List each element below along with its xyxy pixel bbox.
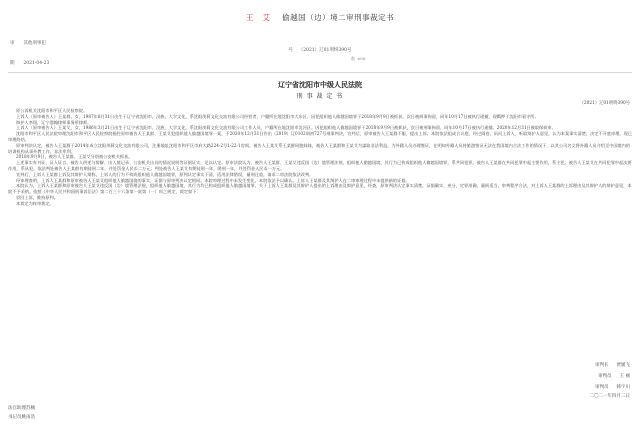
header-divider <box>8 72 632 73</box>
judgment-body <box>8 108 632 207</box>
paragraph-review: 经审理查明，上诉人王某群和原审被告人王某艾组织他人偷越国境的事实，证据与原审判决认定相同。本院审理过程中未发生变化，本院依法予以确认。上诉人王某群及其辩护人在二审审理过程中未提供新的证据。 <box>16 177 410 183</box>
judge1-name: 王 丽 <box>619 374 630 379</box>
meta-pages-value: 608 <box>357 56 366 61</box>
meta-case-value: （2021）辽01刑终390号 <box>298 48 352 53</box>
paragraph-defender: 辩护人李翔，辽宁渤翰律师事务所律师。 <box>16 119 92 125</box>
document-type: 刑 事 裁 定 书 <box>296 93 344 100</box>
name-b: 艾 <box>262 13 271 22</box>
judge1-label: 审判员 <box>598 374 612 379</box>
name-a: 王 <box>245 13 254 22</box>
title-rest: 偷越国（边）境二审刑事裁定书 <box>282 13 395 22</box>
presiding-label: 审判长 <box>595 363 609 368</box>
meta-date-value: 2021-04-23 <box>23 61 50 66</box>
judge2-name: 韩宇川 <box>616 385 630 390</box>
court-clerk: 书记员姚雨浩 <box>8 415 35 420</box>
meta-court-label: 审 <box>10 41 15 46</box>
presiding-name: 贾媛飞 <box>616 363 630 368</box>
clerks-block <box>8 404 35 422</box>
court-name: 辽宁省沈阳市中级人民法院 <box>278 80 362 89</box>
paragraph-arrest: 2018年9月9日，被告人王某群、王某艾分别被公安机关抓获。 <box>16 154 133 160</box>
judgment-date: 二〇二一年四月二日 <box>589 394 630 399</box>
presiding-judge <box>587 360 630 371</box>
judge2-label: 审判员 <box>595 385 609 390</box>
judge-1 <box>587 371 630 382</box>
paragraph-appellant-2: 上诉人（原审被告人）王某艾，女，1986年3月21日出生于辽宁省沈阳市，汉族，大学文化，系沈阳茂莉文化交流有限公司工作人员，户籍所在地沈阳市沈河区。因犯组织他人偷越国境罪于2018年9月9日被抓获，次日被刑事拘留，同年10月17日被执行逮捕。2020年12月31日被取保候审。 <box>16 125 556 131</box>
paragraph-procedure: 沈阳市和平区人民法院审理沈阳市和平区人民检察院指控原审被告人王某群、王某艾犯组织他人偷越国境罪一案，于2020年12月31日作出（2019）辽0102刑初727号刑事判决，宣判后，原审被告人王某群不服，提出上诉。本院依法组成合议庭，经过阅卷，讯问上诉人，听取辩护人意见，认为本案事实清楚，决定不开庭审理。现已审理终结。 <box>8 131 632 142</box>
meta-date <box>10 60 49 66</box>
meta-case <box>0 47 640 53</box>
meta-pages <box>351 56 365 62</box>
meta-court <box>10 40 46 46</box>
paragraph-appellant-1: 上诉人（原审被告人）王某群，女，1987年8月31日出生于辽宁省沈阳市，汉族，大学文化，系沈阳茂莉文化交流有限公司经营者，户籍所在地沈阳市大东区。因犯组织他人偷越国境罪于2018年9月9日被抓获，次日被刑事拘留，同年10月17日被执行逮捕，现羁押于沈阳市看守所。 <box>16 113 539 119</box>
paragraph-appeal: 宣判后，上诉人王某群上诉及其辩护人辩称，上诉人的行为不构成组织他人偷越国境罪，原判认定事实不清，适用法律错误，量刑过重，请求二审法院依法改判。 <box>16 171 314 177</box>
paragraph-reasoning: 本院认为，上诉人王某群和原审被告人王某艾违反国（边）境管理法规，组织他人偷越国境，其行为均已构成组织他人偷越国境罪。关于上诉人王某群及其辩护人提出的上诉理由及辩护意见，经查，原审判决认定事实清楚，证据确实、充分，定罪准确，量刑适当，审判程序合法，对上诉人王某群的上诉理由及其辩护人的辩护意见，本院不予采纳。依照《中华人民共和国刑事诉讼法》第二百三十六条第一款第（一）项之规定，裁定如下： <box>8 183 632 195</box>
judge-2 <box>587 382 630 393</box>
judges-block <box>587 360 630 393</box>
meta-case-label: 号 <box>288 48 293 53</box>
paragraph-facts: 原审判决认定，被告人王某群于2014年成立沈阳茂莉文化交流有限公司，注册地址沈阳市和平区市府大路224-2号1-22-1房间。被告人王某艾系王某群同胞妹妹，被告人王某群和王某艾为谋取非法利益，为外籍人员办理签证，在明知外籍人员持旅游签证无法在我国境内合法工作的情况下，以其公司名义将外籍人员介绍至中国境内的培训机构从事外教工作，非法牟利。 <box>8 142 631 154</box>
paragraph-ruling: 驳回上诉，维持原判。 <box>16 194 58 200</box>
document-header-title <box>0 12 640 23</box>
meta-pages-label: 数 <box>351 56 355 61</box>
paragraph-prosecutor: 原公诉机关沈阳市和平区人民检察院。 <box>16 108 88 113</box>
paragraph-final: 本裁定为终审裁定。 <box>16 200 54 206</box>
judge-assistant: 法官助理苏楠 <box>8 406 35 411</box>
meta-date-label: 期 <box>10 61 15 66</box>
case-number: （2021）辽01刑终390号 <box>579 101 630 106</box>
meta-court-value: 其他刑事犯 <box>23 41 46 46</box>
paragraph-evidence: 上述事实有书证、证人证言、被告人供述与辩解、出入境记录、公安机关出具的情况说明等证据证实，足以认定。原审法院认为，被告人王某群、王某艾违反国（边）境管理法规，组织他人偷越国境，其行为已构成组织他人偷越国境罪，系共同犯罪。被告人王某群在共同犯罪中起主要作用，系主犯；被告人王某艾在共同犯罪中起次要作用，系从犯。依法判处被告人王某群有期徒刑二年，并处罚金人民币二万元；判处被告人王某艾有期徒刑一年，缓刑一年，并处罚金人民币一万元。 <box>8 160 632 171</box>
